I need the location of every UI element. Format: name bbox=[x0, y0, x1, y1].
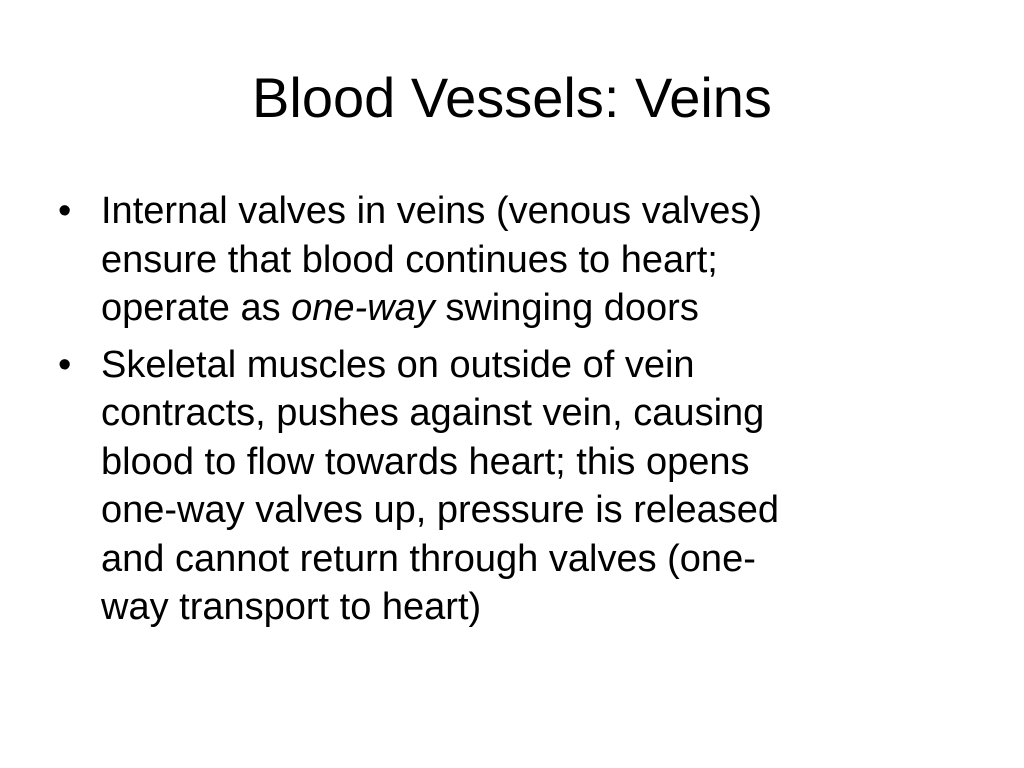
emphasis-text: one-way bbox=[291, 287, 435, 329]
bullet-text-line: blood to flow towards heart; this opens bbox=[101, 440, 750, 483]
bullet-text-line: Skeletal muscles on outside of vein bbox=[101, 343, 695, 386]
bullet-item-skeletal-muscles bbox=[58, 341, 938, 632]
bullet-list bbox=[58, 187, 938, 640]
bullet-text-line bbox=[101, 284, 938, 333]
bullet-text-line: and cannot return through valves (one- bbox=[101, 537, 756, 580]
slide-title: Blood Vessels: Veins bbox=[252, 66, 772, 129]
bullet-text-line: contracts, pushes against vein, causing bbox=[101, 392, 765, 434]
bullet-text-line: one-way valves up, pressure is released bbox=[101, 489, 780, 531]
bullet-text-segment: operate as bbox=[101, 287, 292, 329]
bullet-text-line: ensure that blood continues to heart; bbox=[101, 238, 718, 281]
bullet-marker: • bbox=[58, 343, 72, 386]
bullet-text-segment: swinging doors bbox=[434, 287, 699, 329]
bullet-text-line: way transport to heart) bbox=[101, 586, 482, 628]
bullet-text-line: Internal valves in veins (venous valves) bbox=[101, 190, 763, 232]
bullet-marker: • bbox=[58, 190, 72, 232]
bullet-item-venous-valves bbox=[58, 187, 938, 333]
